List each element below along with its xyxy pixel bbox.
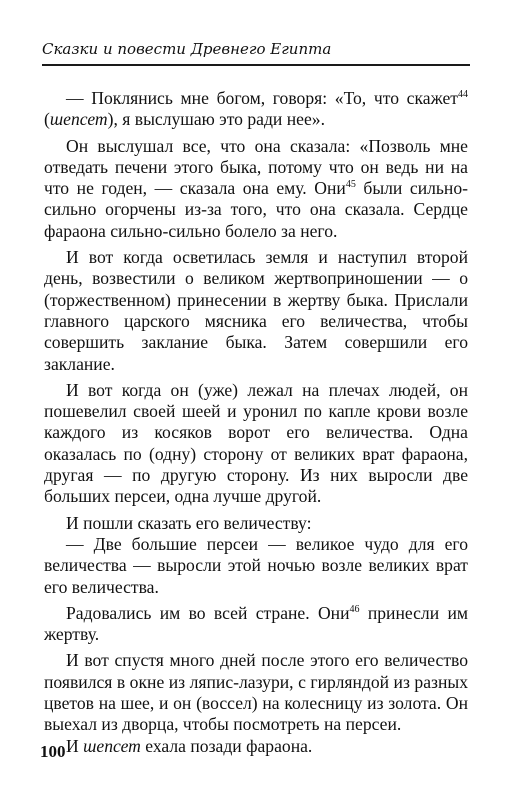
- text-run: Он выслушал все, что она сказала: «Позволь мне отведать печени этого быка, потому что он ведь ни на что не годен, — сказала она ему. Они: [44, 135, 468, 199]
- paragraph: [44, 380, 468, 508]
- footnote-marker: 46: [349, 603, 360, 615]
- text-run: И: [66, 735, 84, 756]
- paragraph: [44, 736, 468, 757]
- text-run: И пошли сказать его величеству:: [66, 512, 312, 533]
- paragraph: [44, 247, 468, 375]
- text-run: ), я выслушаю это ради нее».: [107, 109, 325, 130]
- body-text: [44, 88, 468, 757]
- paragraph: [44, 650, 468, 735]
- text-run: Радовались им во всей стране. Они: [66, 602, 350, 623]
- text-run: — Поклянись мне богом, говоря: «То, что скажет: [66, 88, 458, 108]
- text-run: были сильно-сильно огорчены из-за того, что она сказала. Сердце фараона сильно-сильно болело за него.: [44, 178, 468, 241]
- paragraph: [44, 534, 468, 598]
- italic-term: шепсет: [83, 735, 141, 756]
- paragraph: [44, 603, 468, 646]
- footnote-marker: 45: [345, 179, 356, 191]
- paragraph: [44, 136, 468, 242]
- text-run: принесли им жертву.: [44, 602, 468, 645]
- text-run: — Две большие персеи — великое чудо для его величества — выросли этой ночью возле великих врат его величества.: [44, 533, 468, 597]
- text-run: (: [44, 109, 50, 130]
- footnote-marker: 44: [458, 89, 468, 100]
- text-run: И вот спустя много дней после этого его величество появился в окне из ляпис-лазури, с гирляндой из разных цветов на шее, и он (воссел) на колесницу из золота. Он выехал из дворца, чтобы посмотреть на персеи.: [44, 650, 468, 735]
- text-run: И вот когда он (уже) лежал на плечах людей, он пошевелил своей шеей и уронил по капле крови возле каждого из косяков ворот его величества. Одна оказалась по (одну) сторону от великих врат фараона, другая — по другую сторону. Из них выросли две больших персеи, одна лучше другой.: [44, 379, 468, 507]
- running-header: Сказки и повести Древнего Египта: [42, 34, 470, 66]
- paragraph: [44, 88, 468, 131]
- text-run: И вот когда осветилась земля и наступил второй день, возвестили о великом жертвоприношении — о (торжественном) принесении в жертву быка. Прислали главного царского мясника его величества, чтобы совершить заклание быка. Затем совершили его заклание.: [44, 247, 468, 374]
- text-run: ехала позади фараона.: [140, 735, 313, 756]
- page-number: 100: [40, 742, 66, 761]
- paragraph: [44, 513, 468, 534]
- italic-term: шепсет: [49, 109, 108, 130]
